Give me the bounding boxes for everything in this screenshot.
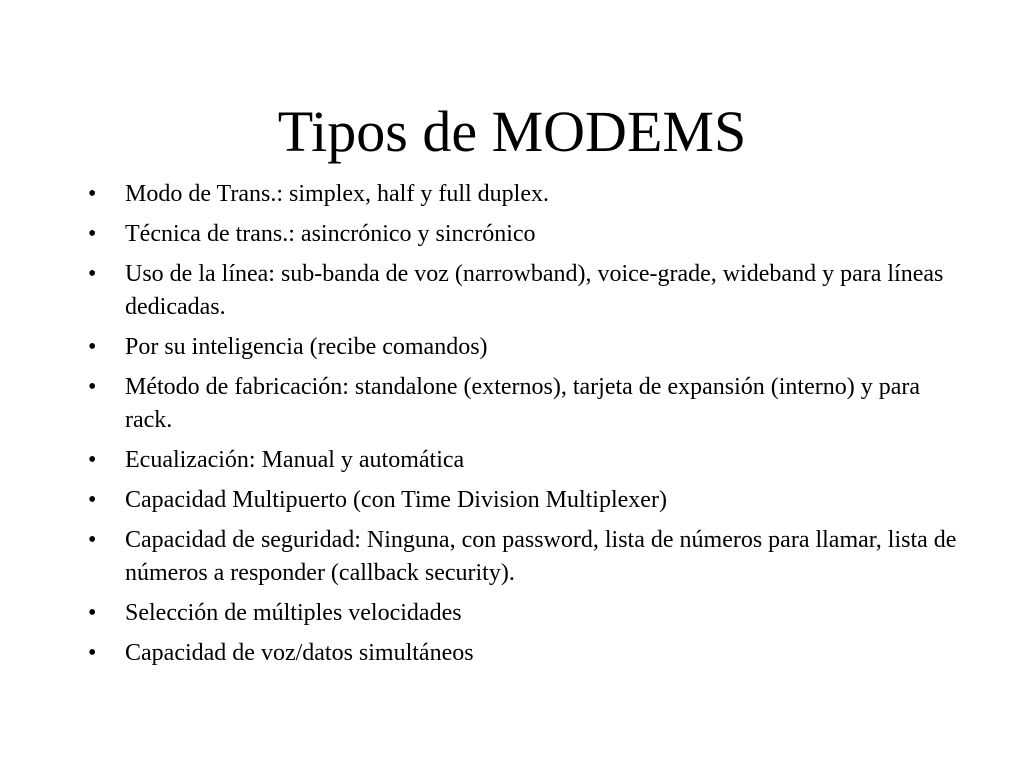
bullet-item (88, 258, 968, 324)
bullet-item (88, 597, 968, 630)
bullet-dot-icon: • (88, 221, 97, 247)
bullet-item (88, 218, 968, 251)
bullet-dot-icon: • (88, 447, 97, 473)
bullet-text: Uso de la línea: sub-banda de voz (narrowband), voice-grade, wideband y para líneas dedicadas. (125, 261, 944, 320)
bullet-dot-icon: • (88, 527, 97, 553)
bullet-text: Selección de múltiples velocidades (125, 600, 462, 626)
bullet-list (88, 178, 968, 677)
bullet-dot-icon: • (88, 181, 97, 207)
bullet-item (88, 524, 968, 590)
bullet-item (88, 484, 968, 517)
bullet-item (88, 178, 968, 211)
bullet-text: Capacidad de seguridad: Ninguna, con password, lista de números para llamar, lista de números a responder (callback security). (125, 527, 957, 586)
bullet-dot-icon: • (88, 640, 97, 666)
bullet-item (88, 444, 968, 477)
bullet-dot-icon: • (88, 374, 97, 400)
bullet-text: Método de fabricación: standalone (externos), tarjeta de expansión (interno) y para rack. (125, 374, 921, 433)
bullet-item (88, 637, 968, 670)
bullet-text: Técnica de trans.: asincrónico y sincrónico (125, 221, 536, 247)
bullet-dot-icon: • (88, 600, 97, 626)
bullet-dot-icon: • (88, 487, 97, 513)
bullet-item (88, 371, 968, 437)
bullet-text: Capacidad Multipuerto (con Time Division Multiplexer) (125, 487, 667, 513)
bullet-text: Modo de Trans.: simplex, half y full duplex. (125, 181, 549, 207)
bullet-text: Por su inteligencia (recibe comandos) (125, 334, 488, 360)
slide-title: Tipos de MODEMS (277, 99, 747, 164)
bullet-dot-icon: • (88, 334, 97, 360)
bullet-item (88, 331, 968, 364)
bullet-text: Capacidad de voz/datos simultáneos (125, 640, 474, 666)
bullet-dot-icon: • (88, 261, 97, 287)
bullet-text: Ecualización: Manual y automática (125, 447, 465, 473)
